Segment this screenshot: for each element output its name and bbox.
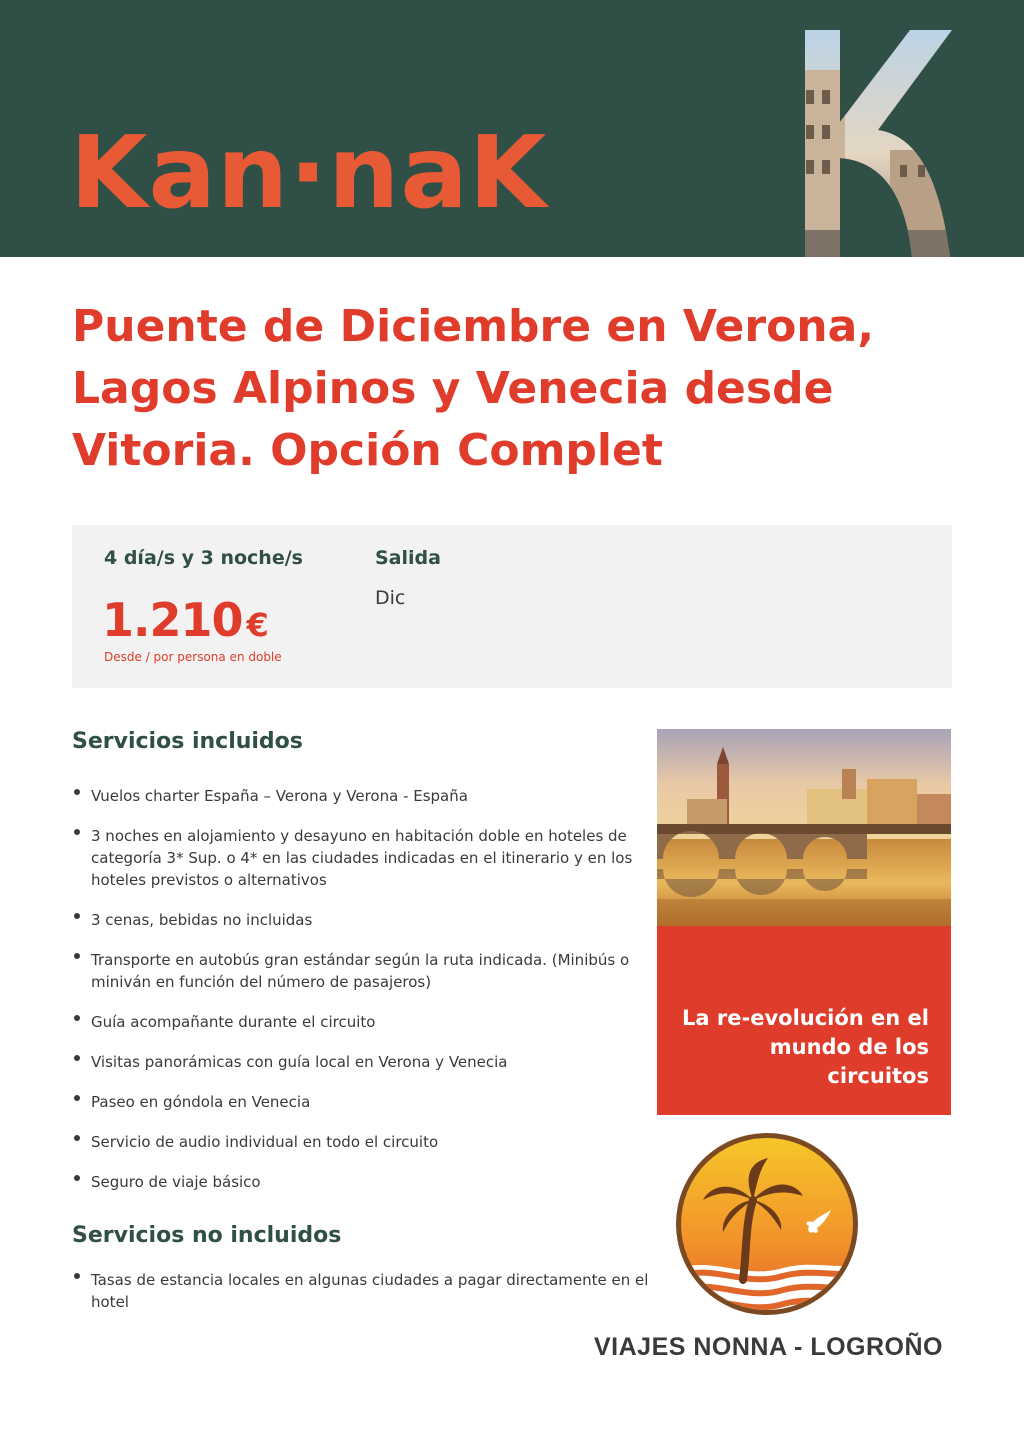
list-item: Seguro de viaje básico: [72, 1171, 652, 1193]
list-item: Servicio de audio individual en todo el circuito: [72, 1131, 652, 1153]
trip-title-line-2: Lagos Alpinos y Venecia desde: [72, 363, 834, 414]
promo-text: La re-evolución en el mundo de los circuitos: [682, 1006, 929, 1088]
included-services-title: Servicios incluidos: [72, 729, 303, 754]
trip-title-line-1: Puente de Diciembre en Verona,: [72, 301, 875, 352]
list-item: 3 cenas, bebidas no incluidas: [72, 909, 652, 931]
not-included-services-title: Servicios no incluidos: [72, 1223, 342, 1248]
header-banner: [0, 0, 1024, 257]
list-item: Paseo en góndola en Venecia: [72, 1091, 652, 1113]
list-item: Guía acompañante durante el circuito: [72, 1011, 652, 1033]
price-note: Desde / por persona en doble: [104, 650, 282, 664]
list-item: Transporte en autobús gran estándar según la ruta indicada. (Minibús o miniván en función del número de pasajeros): [72, 949, 652, 993]
agency-name: VIAJES NONNA - LOGROÑO: [594, 1333, 943, 1361]
price-value: 1.210: [102, 593, 243, 647]
trip-title-line-3: Vitoria. Opción Complet: [72, 425, 663, 476]
verona-bridge-photo: [657, 729, 951, 926]
departure-label: Salida: [375, 547, 441, 569]
trip-title: [72, 296, 972, 482]
list-item: Tasas de estancia locales en algunas ciudades a pagar directamente en el hotel: [72, 1269, 652, 1313]
price-currency: €: [246, 606, 268, 644]
list-item: 3 noches en alojamiento y desayuno en habitación doble en hoteles de categoría 3* Sup. o 4* en las ciudades indicadas en el itinerario y en los hoteles previstos o alternativos: [72, 825, 652, 891]
list-item: Visitas panorámicas con guía local en Verona y Venecia: [72, 1051, 652, 1073]
price: [102, 593, 268, 647]
trip-info-box: [72, 525, 952, 688]
k-letter-city-photo: [800, 30, 960, 257]
duration-label: 4 día/s y 3 noche/s: [104, 547, 303, 569]
included-services-list: [72, 785, 652, 1211]
promo-banner: [657, 926, 951, 1115]
departure-value: Dic: [375, 587, 406, 609]
agency-palm-logo: [673, 1130, 861, 1318]
list-item: Vuelos charter España – Verona y Verona - España: [72, 785, 652, 807]
not-included-services-list: [72, 1269, 652, 1331]
kannak-logo: Kan·naK: [70, 114, 548, 231]
